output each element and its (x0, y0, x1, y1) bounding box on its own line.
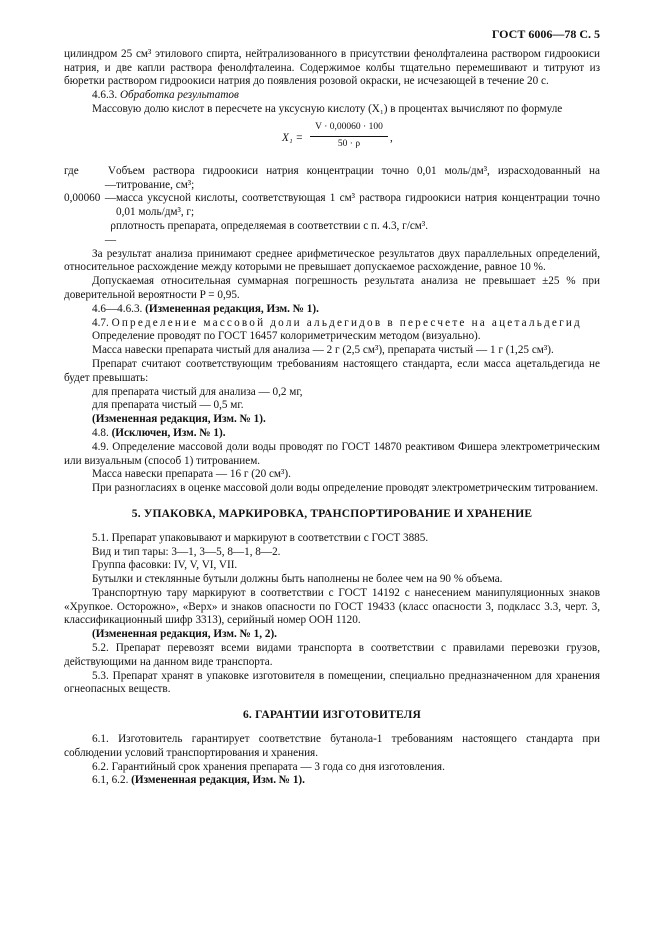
document-page (64, 28, 600, 788)
paragraph-4-7-limit-a: для препарата чистый для анализа — 0,2 мг, (92, 385, 303, 398)
section-number: 4.6.3. (92, 89, 118, 102)
paragraph-4-9-dispute: При разногласиях в оценке массовой доли воды определение проводят электрометрическим титрованием. (92, 482, 599, 495)
section-title: Определение массовой доли альдегидов в пересчете на ацетальдегид (111, 316, 582, 329)
paragraph-6-2: 6.2. Гарантийный срок хранения препарата — 3 года со дня изготовления. (92, 760, 445, 773)
paragraph-4-7-criteria: Препарат считают соответствующим требованиям настоящего стандарта, если масса ацетальдегида не будет превышать: (64, 357, 600, 384)
formula-label: X₁ = (282, 131, 304, 144)
page-header: ГОСТ 6006—78 С. 5 (491, 27, 600, 41)
paragraph-titration: цилиндром 25 см³ этилового спирта, нейтрализованного в присутствии фенолфталеина раствором гидроокиси натрия, и две капли раствора фенолфталеина. Содержимое колбы тщательно перемешивают и титруют из бюретки раствором гидроокиси натрия до появления розовой окраски, не исчезающей в течение 20 с. (64, 47, 600, 88)
section-title: Обработка результатов (119, 89, 239, 102)
paragraph-5-1-fill: Бутылки и стеклянные бутыли должны быть наполнены не более чем на 90 % объема. (92, 573, 503, 586)
formula-fraction (310, 121, 388, 152)
definition-term: где (64, 164, 79, 177)
note-number: 4.6—4.6.3. (92, 302, 143, 315)
paragraph-4-9: 4.9. Определение массовой доли воды проводят по ГОСТ 14870 реактивом Фишера электрометрическим или визуальным (способ 1) титрованием. (64, 440, 600, 467)
section-6-title: 6. ГАРАНТИИ ИЗГОТОВИТЕЛЯ (242, 709, 422, 722)
paragraph-4-7-mass: Масса навески препарата чистый для анализа — 2 г (2,5 см³), препарата чистый — 1 г (1,25 см³). (92, 344, 554, 357)
definition-text: объем раствора гидроокиси натрия концентрации точно 0,01 моль/дм³, израсходованный на титрование, см³; (116, 164, 600, 191)
definition-text: масса уксусной кислоты, соответствующая 1 см³ раствора гидроокиси натрия концентрации точно 0,01 моль/дм³, г; (116, 192, 600, 219)
paragraph-6-1: 6.1. Изготовитель гарантирует соответствие бутанола-1 требованиям настоящего стандарта при соблюдении условий транспортирования и хранения. (64, 733, 600, 759)
formula (64, 119, 600, 161)
definition-symbol: ρ — (104, 219, 116, 246)
note-number: 6.1, 6.2. (92, 774, 129, 787)
section-5-title: 5. УПАКОВКА, МАРКИРОВКА, ТРАНСПОРТИРОВАНИЕ И ХРАНЕНИЕ (131, 507, 533, 520)
definition-term: 0,00060 (64, 192, 101, 205)
definition-symbol: V — (104, 164, 116, 191)
paragraph-result: За результат анализа принимают среднее арифметическое результатов двух параллельных определений, относительное расхождение между которыми не превышает допускаемое расхождение, равное 10 %. (64, 247, 600, 274)
formula-definitions (64, 165, 600, 248)
section-text: (Исключен, Изм. № 1). (111, 426, 226, 439)
section-4-7-heading (64, 317, 600, 331)
definition-text: плотность препарата, определяемая в соответствии с п. 4.3, г/см³. (116, 219, 429, 232)
edit-note-4-7: (Измененная редакция, Изм. № 1). (92, 413, 266, 426)
paragraph-4-7-method: Определение проводят по ГОСТ 16457 колориметрическим методом (визуально). (92, 330, 481, 343)
paragraph-5-3: 5.3. Препарат хранят в упаковке изготовителя в помещении, специально предназначенном для хранения огнеопасных веществ. (64, 669, 600, 696)
paragraph-5-1-marking: Транспортную тару маркируют в соответствии с ГОСТ 14192 с нанесением манипуляционных знаков «Хрупкое. Осторожно», «Верх» и знаков опасности по ГОСТ 19433 (класс опасности 3, подкласс 3.3, черт. 3, классификационный шифр 3313), серийный номер ООН 1120. (64, 586, 600, 627)
section-number: 4.7. (92, 316, 109, 329)
note-text: (Измененная редакция, Изм. № 1). (145, 302, 319, 315)
paragraph-5-1-container: Вид и тип тары: 3—1, 3—5, 8—1, 8—2. (92, 545, 281, 558)
section-4-6-3-heading (64, 89, 600, 103)
definition-symbol: — (104, 192, 116, 205)
section-number: 4.8. (92, 426, 109, 439)
note-text: (Измененная редакция, Изм. № 1). (131, 774, 305, 787)
edit-note-4-6 (64, 303, 600, 317)
formula-numerator: V · 0,00060 · 100 (310, 121, 388, 137)
paragraph-5-1: 5.1. Препарат упаковывают и маркируют в соответствии с ГОСТ 3885. (92, 531, 429, 544)
formula-denominator: 50 · ρ (337, 138, 361, 149)
paragraph-mass-fraction: Массовую долю кислот в пересчете на уксусную кислоту (X₁) в процентах вычисляют по формуле (92, 102, 563, 115)
paragraph-4-7-limit-b: для препарата чистый — 0,5 мг. (92, 399, 244, 412)
definition-term (64, 220, 104, 248)
paragraph-5-1-group: Группа фасовки: IV, V, VI, VII. (92, 559, 238, 572)
edit-note-6 (64, 774, 600, 788)
formula-comma: , (390, 131, 393, 144)
paragraph-4-9-mass: Масса навески препарата — 16 г (20 см³). (92, 468, 291, 481)
edit-note-5-1: (Измененная редакция, Изм. № 1, 2). (92, 628, 277, 641)
section-4-8 (64, 427, 600, 441)
paragraph-error: Допускаемая относительная суммарная погрешность результата анализа не превышает ±25 % при доверительной вероятности P = 0,95. (64, 275, 600, 301)
paragraph-5-2: 5.2. Препарат перевозят всеми видами транспорта в соответствии с правилами перевозки грузов, действующими на данном виде транспорта. (64, 642, 600, 668)
